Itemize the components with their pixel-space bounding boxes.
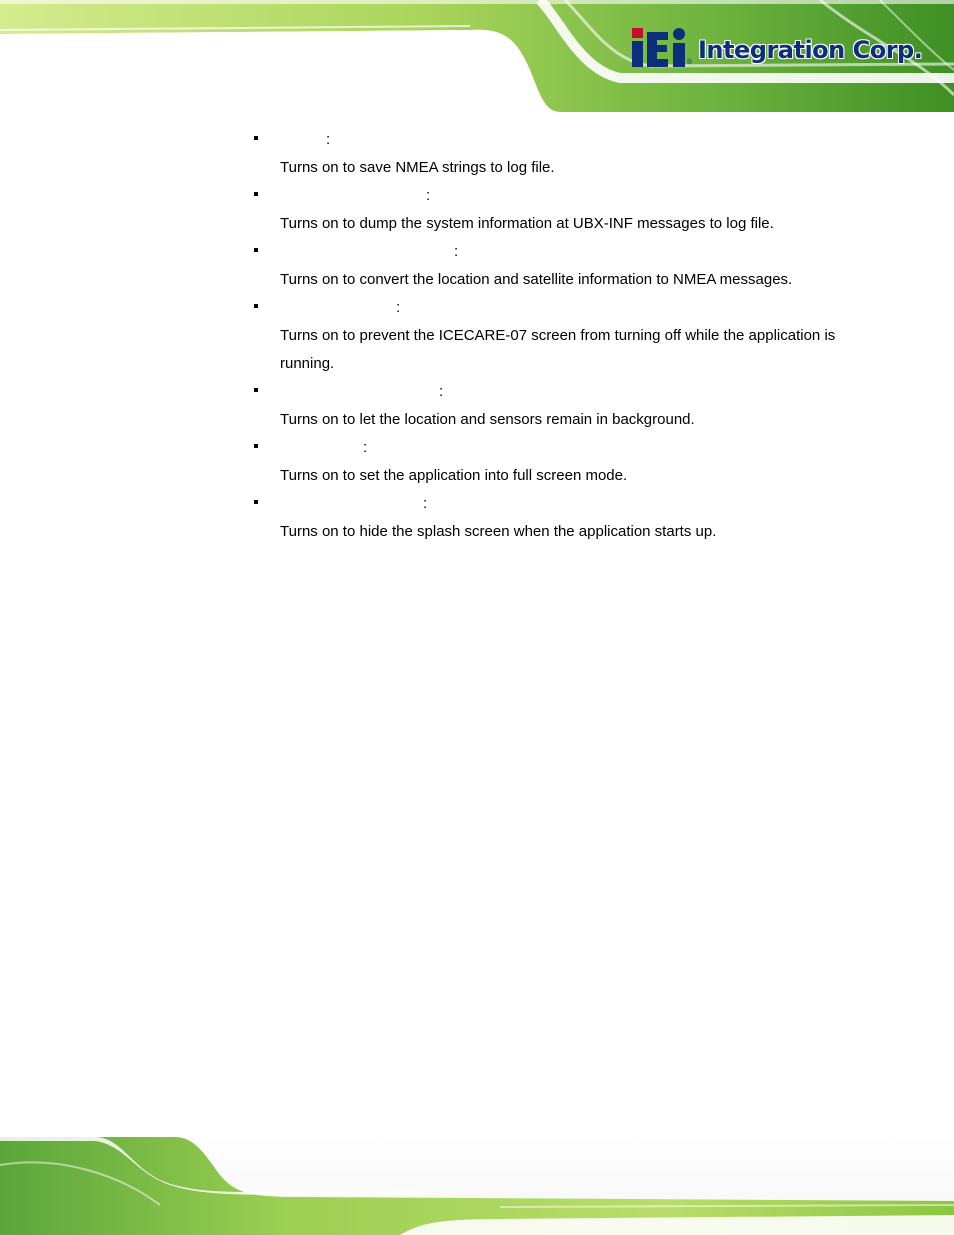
option-description: Turns on to prevent the ICECARE-07 screen from turning off while the application is running. — [280, 327, 836, 372]
logo-wordmark: Integration Corp. — [698, 36, 923, 64]
option-description: Turns on to hide the splash screen when the application starts up. — [280, 523, 717, 540]
list-item — [0, 294, 954, 378]
bullet-icon — [254, 136, 258, 140]
company-logo — [630, 26, 923, 74]
term-separator: : — [423, 495, 428, 512]
list-item — [0, 238, 954, 294]
bullet-icon — [254, 388, 258, 392]
list-item — [0, 490, 954, 546]
term-separator: : — [396, 299, 401, 316]
iei-logo-icon — [630, 26, 692, 70]
bullet-icon — [254, 248, 258, 252]
term-separator: : — [439, 383, 444, 400]
registered-mark: ® — [687, 59, 693, 66]
bullet-icon — [254, 192, 258, 196]
footer-green-swoosh — [0, 1135, 954, 1235]
option-description: Turns on to let the location and sensors remain in background. — [280, 411, 695, 428]
footer-banner — [0, 1135, 954, 1235]
list-item — [0, 182, 954, 238]
term-separator: : — [326, 131, 331, 148]
option-description: Turns on to dump the system information at UBX-INF messages to log file. — [280, 215, 774, 232]
term-separator: : — [363, 439, 368, 456]
bullet-icon — [254, 304, 258, 308]
term-separator: : — [454, 243, 459, 260]
list-item — [0, 378, 954, 434]
option-description: Turns on to convert the location and satellite information to NMEA messages. — [280, 271, 793, 288]
option-description: Turns on to save NMEA strings to log file. — [280, 159, 555, 176]
bullet-icon — [254, 500, 258, 504]
list-item — [0, 434, 954, 490]
list-item — [0, 126, 954, 182]
term-separator: : — [426, 187, 431, 204]
option-list — [0, 126, 954, 546]
option-description: Turns on to set the application into full screen mode. — [280, 467, 628, 484]
bullet-icon — [254, 444, 258, 448]
